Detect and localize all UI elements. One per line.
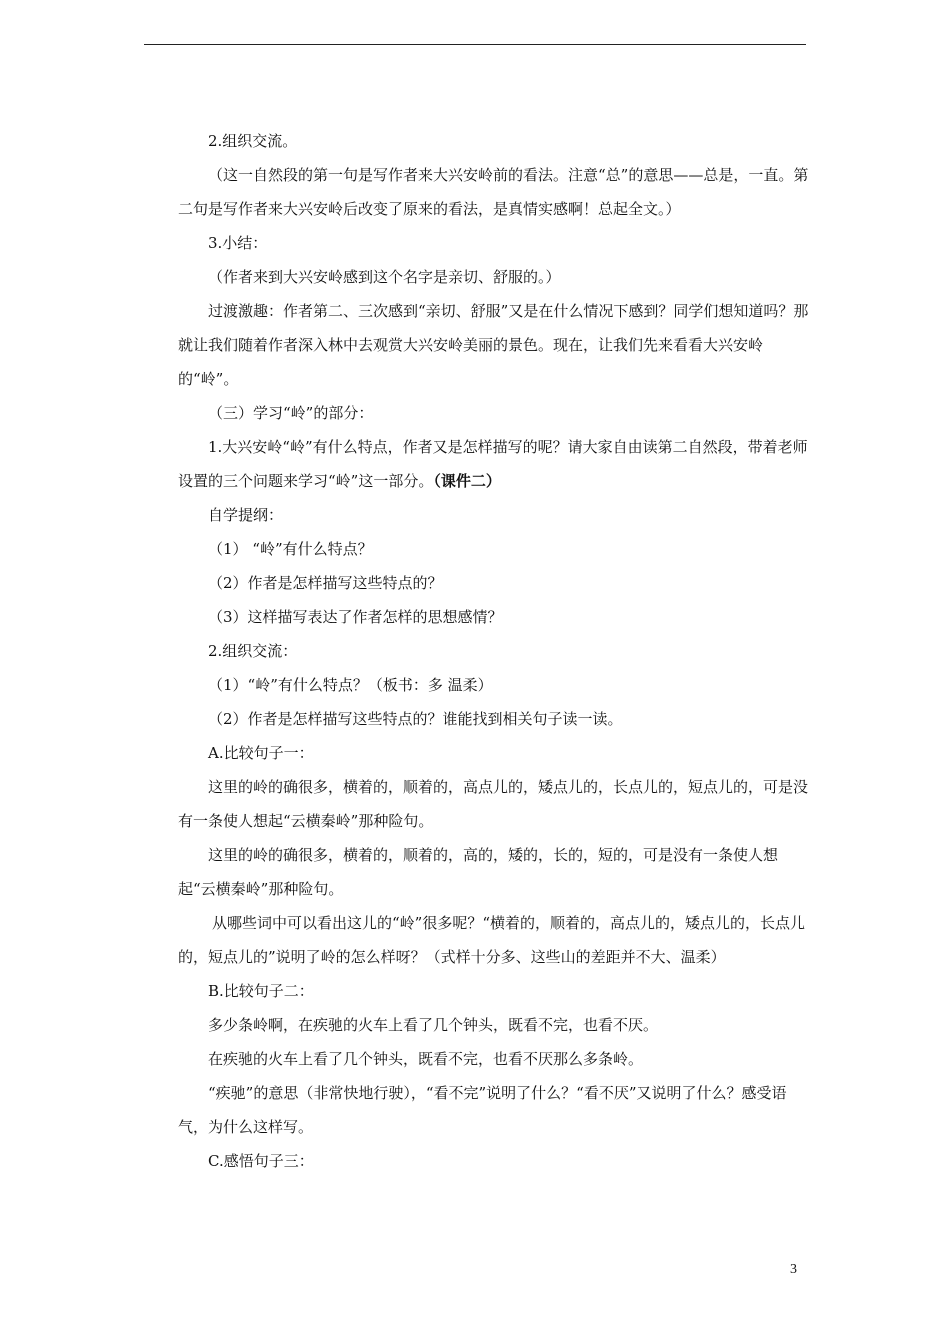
paragraph: 2.组织交流： bbox=[208, 642, 298, 660]
paragraph: 从哪些词中可以看出这儿的“岭”很多呢？“横着的，顺着的，高点儿的，矮点儿的，长点儿的，短点儿的”说明了岭的怎么样呀？（式样十分多、这些山的差距并不大、温柔） bbox=[178, 914, 806, 966]
paragraph: 过渡激趣：作者第二、三次感到“亲切、舒服”又是在什么情况下感到？同学们想知道吗？那就让我们随着作者深入林中去观赏大兴安岭美丽的景色。现在，让我们先来看看大兴安岭的“岭”。 bbox=[178, 302, 809, 388]
paragraph: 这里的岭的确很多，横着的，顺着的，高点儿的，矮点儿的，长点儿的，短点儿的，可是没有一条使人想起“云横秦岭”那种险句。 bbox=[178, 778, 809, 830]
courseware-label: （课件二） bbox=[433, 472, 501, 490]
paragraph: 多少条岭啊，在疾驰的火车上看了几个钟头，既看不完，也看不厌。 bbox=[208, 1016, 659, 1034]
paragraph: C.感悟句子三： bbox=[208, 1152, 314, 1170]
paragraph: （作者来到大兴安岭感到这个名字是亲切、舒服的。） bbox=[208, 268, 561, 286]
paragraph: 3.小结： bbox=[208, 234, 268, 252]
list-item: （2）作者是怎样描写这些特点的？ bbox=[208, 574, 443, 592]
paragraph: “疾驰”的意思（非常快地行驶），“看不完”说明了什么？“看不厌”又说明了什么？感受语气，为什么这样写。 bbox=[178, 1084, 787, 1136]
paragraph: 2.组织交流。 bbox=[208, 132, 298, 150]
paragraph: 在疾驰的火车上看了几个钟头，既看不完，也看不厌那么多条岭。 bbox=[208, 1050, 644, 1068]
list-item: （3）这样描写表达了作者怎样的思想感情？ bbox=[208, 608, 503, 626]
list-item: （1）“岭”有什么特点？（板书：多 温柔） bbox=[208, 676, 493, 694]
page-number: 3 bbox=[790, 1262, 797, 1277]
paragraph: （三）学习“岭”的部分： bbox=[208, 404, 374, 422]
paragraph-text: 1.大兴安岭“岭”有什么特点，作者又是怎样描写的呢？请大家自由读第二自然段，带着老师设置的三个问题来学习“岭”这一部分。 bbox=[178, 438, 808, 490]
header-rule bbox=[144, 44, 806, 45]
paragraph: A.比较句子一： bbox=[208, 744, 314, 762]
paragraph: （这一自然段的第一句是写作者来大兴安岭前的看法。注意“总”的意思——总是，一直。第二句是写作者来大兴安岭后改变了原来的看法，是真情实感啊！总起全文。） bbox=[178, 166, 809, 218]
paragraph: 这里的岭的确很多，横着的，顺着的，高的，矮的，长的，短的，可是没有一条使人想起“云横秦岭”那种险句。 bbox=[178, 846, 779, 898]
list-item: （1） “岭”有什么特点？ bbox=[208, 540, 373, 558]
paragraph: B.比较句子二： bbox=[208, 982, 314, 1000]
document-body bbox=[178, 124, 810, 1178]
list-item: （2）作者是怎样描写这些特点的？谁能找到相关句子读一读。 bbox=[208, 710, 623, 728]
paragraph bbox=[178, 430, 810, 498]
paragraph: 自学提纲： bbox=[208, 506, 284, 524]
